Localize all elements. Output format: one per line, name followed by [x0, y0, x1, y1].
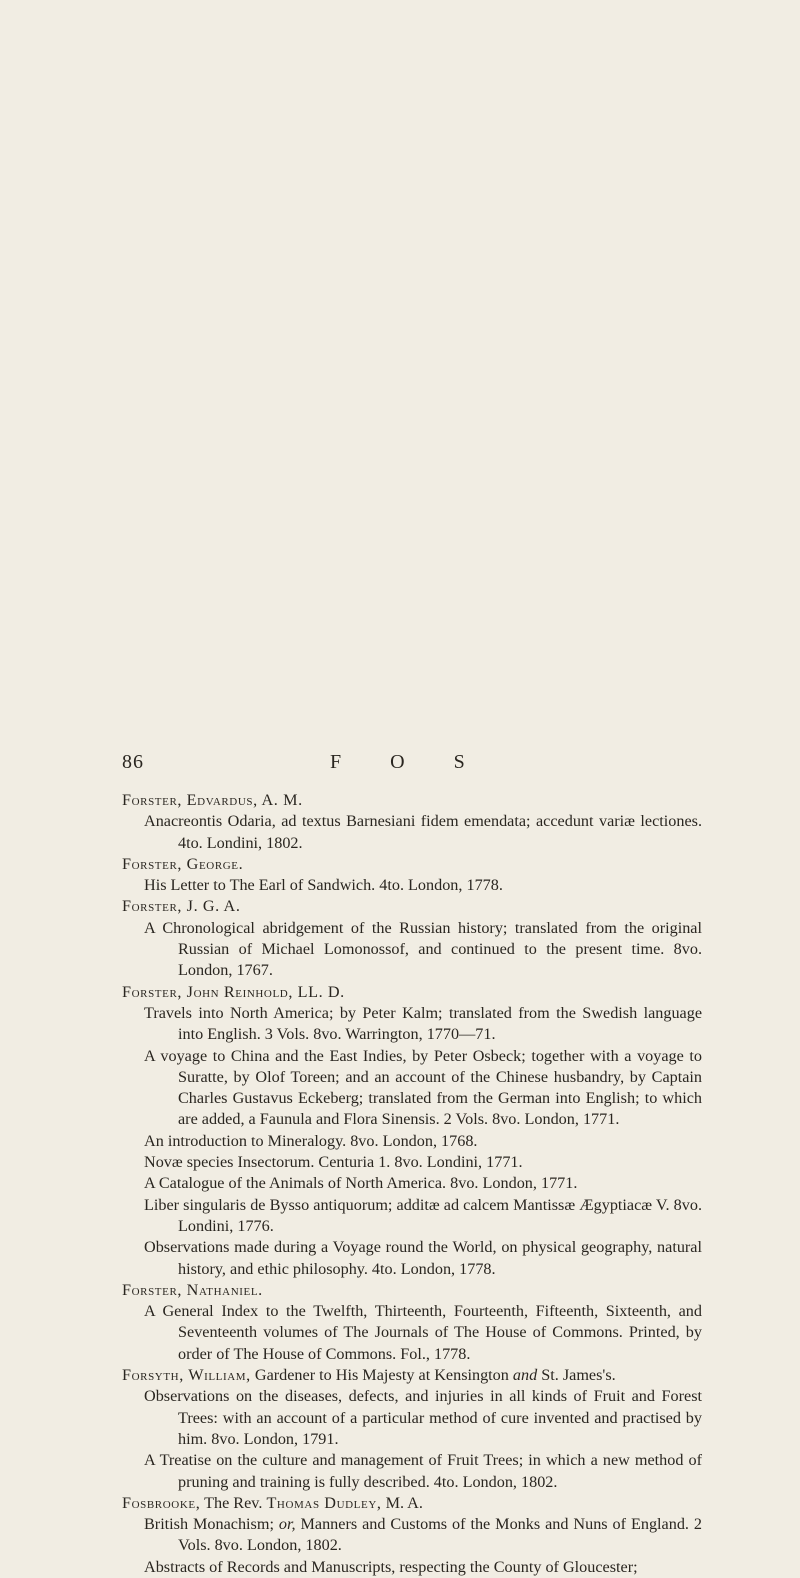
- heading-detail-b: M. A.: [381, 1493, 423, 1512]
- entry-forsyth-william: [122, 1365, 702, 1493]
- entry-item: A General Index to the Twelfth, Thirteenth, Fourteenth, Fifteenth, Sixteenth, and Seventeenth volumes of The Journals of The House of Commons. Printed, by order of The House of Commons. Fol., 1778.: [144, 1302, 702, 1363]
- entry-heading: Forster, Edvardus, A. M.: [122, 791, 303, 809]
- page-number: 86: [122, 751, 144, 773]
- entry-heading-line: [122, 1493, 702, 1514]
- entry-forster-john-reinhold: [122, 982, 702, 1280]
- entry-item: A Chronological abridgement of the Russian history; translated from the original Russian of Michael Lomonossof, and continued to the present time. 8vo. London, 1767.: [144, 918, 702, 980]
- entry-item: Observations on the diseases, defects, and injuries in all kinds of Fruit and Forest Trees: with an account of a particular method of cure invented and practised by him. 8vo. London, 1791.: [144, 1387, 702, 1448]
- entry-item: Liber singularis de Bysso antiquorum; additæ ad calcem Mantissæ Ægyptiacæ V. 8vo. Londini, 1776.: [144, 1195, 702, 1235]
- running-title: F O S: [330, 751, 487, 773]
- entry-item: Observations made during a Voyage round the World, on physical geography, natural history, and ethic philosophy. 4to. London, 1778.: [144, 1238, 702, 1278]
- entry-forster-edvardus: [122, 790, 702, 854]
- page-header: [0, 749, 800, 779]
- entry-item: Novæ species Insectorum. Centuria 1. 8vo. Londini, 1771.: [144, 1153, 523, 1172]
- heading-detail-b: St. James's.: [537, 1366, 616, 1385]
- entry-item: An introduction to Mineralogy. 8vo. London, 1768.: [144, 1131, 478, 1150]
- entry-fosbrooke: [122, 1493, 702, 1578]
- entry-heading: Forster, Nathaniel.: [122, 1280, 263, 1299]
- item-text-a: British Monachism;: [144, 1515, 279, 1534]
- heading-detail-a: Gardener to His Majesty at Kensington: [250, 1366, 513, 1385]
- entry-item: A Catalogue of the Animals of North America. 8vo. London, 1771.: [144, 1174, 578, 1193]
- entry-heading-line: [122, 1365, 702, 1386]
- entry-item: A voyage to China and the East Indies, by Peter Osbeck; together with a voyage to Suratte, by Olof Toreen; and an account of the Chinese husbandry, by Captain Charles Gustavus Eckeberg; translated from the German into English; to which are added, a Faunula and Flora Sinensis. 2 Vols. 8vo. London, 1771.: [144, 1046, 702, 1129]
- entry-heading: Forster, J. G. A.: [122, 897, 241, 916]
- entry-item: Anacreontis Odaria, ad textus Barnesiani fidem emendata; accedunt variæ lectiones. 4to. Londini, 1802.: [144, 812, 702, 852]
- item-text-b: Manners and Customs of the Monks and Nuns of England. 2 Vols. 8vo. London, 1802.: [178, 1515, 702, 1555]
- entry-item: His Letter to The Earl of Sandwich. 4to. London, 1778.: [144, 876, 503, 895]
- index-content: [122, 790, 702, 1578]
- entry-heading: Forster, John Reinhold, LL. D.: [122, 982, 345, 1001]
- heading-detail-a: The Rev.: [200, 1493, 267, 1512]
- entry-item: Abstracts of Records and Manuscripts, respecting the County of Gloucester;: [144, 1557, 638, 1576]
- item-text-italic: or,: [278, 1515, 296, 1534]
- heading-name-smallcaps: Thomas Dudley,: [266, 1493, 382, 1512]
- entry-heading: Fosbrooke,: [122, 1493, 201, 1512]
- entry-heading: Forsyth, William,: [122, 1366, 251, 1385]
- entry-forster-jga: [122, 896, 702, 981]
- entry-heading: Forster, George.: [122, 854, 244, 873]
- entry-forster-george: [122, 854, 702, 897]
- entry-forster-nathaniel: [122, 1280, 702, 1365]
- heading-detail-italic: and: [512, 1366, 538, 1385]
- entry-item: Travels into North America; by Peter Kalm; translated from the Swedish language into English. 3 Vols. 8vo. Warrington, 1770—71.: [144, 1003, 702, 1044]
- entry-item: [122, 1514, 702, 1557]
- entry-item: A Treatise on the culture and management of Fruit Trees; in which a new method of pruning and training is fully described. 4to. London, 1802.: [144, 1451, 702, 1491]
